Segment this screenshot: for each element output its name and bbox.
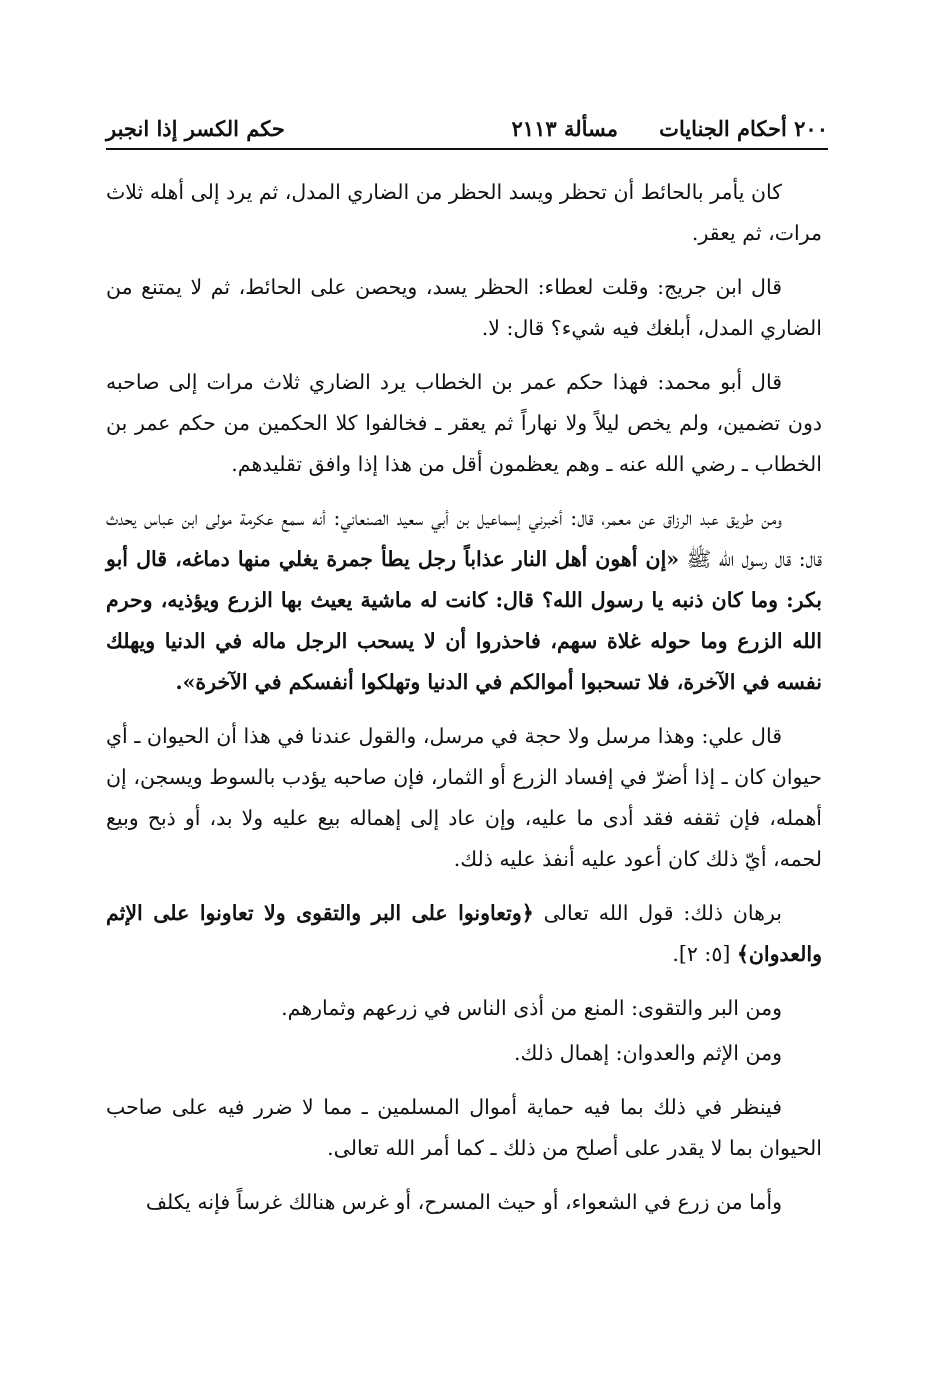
paragraph-5: قال علي: وهذا مرسل ولا حجة في مرسل، والقول عندنا في هذا أن الحيوان ـ أي حيوان كان ـ إذا أضرّ في إفساد الزرع أو الثمار، فإن صاحبه يؤدب بالسوط ويسجن، إن أهمله، فإن ثقفه فقد أدى ما عليه، وإن عاد إلى إهماله بيع عليه ولا بد، أو ذبح وبيع لحمه، أيّ ذلك كان أعود عليه أنفذ عليه ذلك. (106, 724, 822, 871)
page-number: ٢٠٠ (794, 116, 828, 141)
paragraph-9: فينظر في ذلك بما فيه حماية أموال المسلمين ـ مما لا ضرر فيه على صاحب الحيوان بما لا يقدر على أصلح من ذلك ـ كما أمر الله تعالى. (106, 1095, 822, 1160)
page-header (106, 112, 828, 150)
paragraph-8: ومن الإثم والعدوان: إهمال ذلك. (513, 1041, 782, 1065)
paragraph-3: قال أبو محمد: فهذا حكم عمر بن الخطاب يرد الضاري ثلاث مرات إلى صاحبه دون تضمين، ولم يخص ليلاً ولا نهاراً ثم يعقر ـ فخالفوا كلا الحكمين من حكم عمر بن الخطاب ـ رضي الله عنه ـ وهم يعظمون أقل من هذا إذا وافق تقليدهم. (106, 370, 822, 476)
quran-verse: ﴿وتعاونوا على البر والتقوى ولا تعاونوا على الإثم والعدوان﴾ (106, 901, 822, 966)
hadith-intro: ومن طريق عبد الرزاق عن معمر، قال: أخبرني إسماعيل بن أبي سعيد الصنعاني: أنه سمع عكرمة مولى ابن عباس يحدث قال: قال رسول الله ﷺ (106, 506, 822, 571)
header-title (659, 116, 828, 141)
paragraph-7: ومن البر والتقوى: المنع من أذى الناس في زرعهم وثمارهم. (281, 996, 782, 1020)
chapter-topic: حكم الكسر إذا انجبر (106, 116, 285, 141)
paragraph-1: كان يأمر بالحائط أن تحظر ويسد الحظر من الضاري المدل، ثم يرد إلى أهله ثلاث مرات، ثم يعقر. (106, 180, 822, 245)
page-body (106, 172, 822, 1236)
issue-number: مسألة ٢١١٣ (511, 116, 618, 141)
header-rule (106, 148, 828, 150)
paragraph-2: قال ابن جريج: وقلت لعطاء: الحظر يسد، ويحصن على الحائط، ثم لا يمتنع من الضاري المدل، أبلغك فيه شيء؟ قال: لا. (106, 275, 822, 340)
paragraph-4 (106, 498, 822, 703)
paragraph-6 (106, 893, 822, 975)
book-section: أحكام الجنايات (659, 116, 787, 141)
verse-intro: برهان ذلك: قول الله تعالى (533, 901, 782, 925)
verse-reference: [٥: ٢]. (672, 942, 737, 966)
hadith-text: «إن أهون أهل النار عذاباً رجل يطأ جمرة يغلي منها دماغه، قال أبو بكر: وما كان ذنبه يا رسول الله؟ قال: كانت له ماشية يعيث بها الزرع ويؤذيه، وحرم الله الزرع وما حوله غلاة سهم، فاحذروا أن لا يسحب الرجل ماله في الدنيا ويهلك نفسه في الآخرة، فلا تسحبوا أموالكم في الدنيا وتهلكوا أنفسكم في الآخرة». (106, 547, 822, 694)
paragraph-10: وأما من زرع في الشعواء، أو حيث المسرح، أو غرس هنالك غرساً فإنه يكلف (145, 1190, 782, 1214)
